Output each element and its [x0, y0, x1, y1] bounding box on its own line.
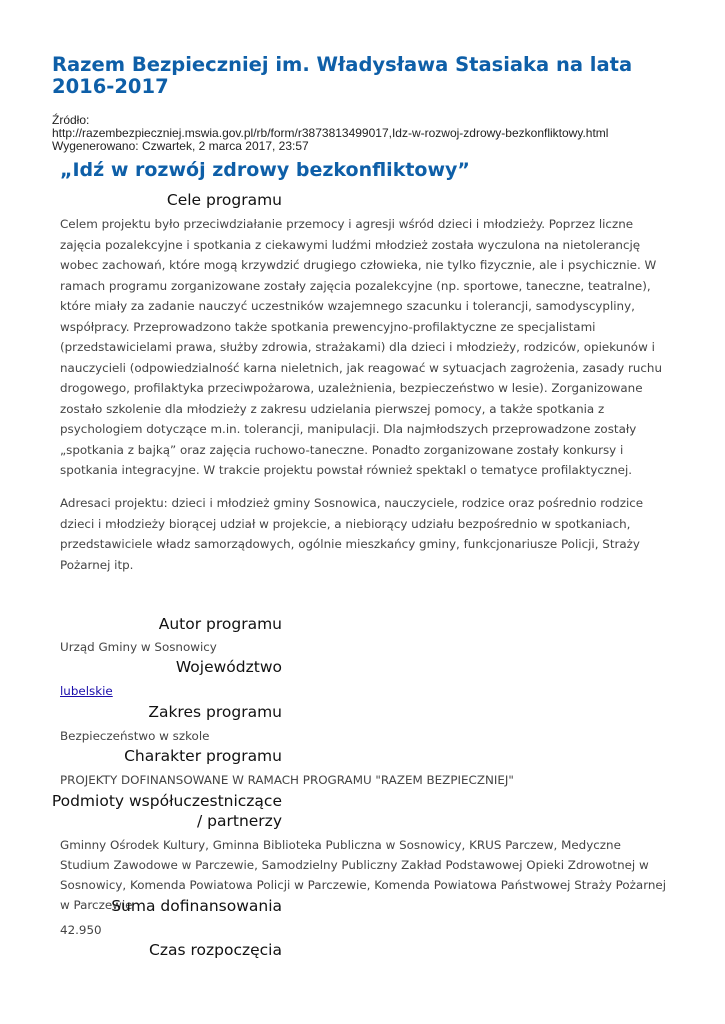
character-value: PROJEKTY DOFINANSOWANE W RAMACH PROGRAMU "RAZEM BEZPIECZNIEJ": [60, 773, 514, 787]
page-title: Razem Bezpieczniej im. Władysława Stasiaka na lata 2016-2017: [52, 53, 633, 98]
funding-value: 42.950: [60, 923, 102, 937]
source-url: http://razembezpieczniej.mswia.gov.pl/rb/form/r3873813499017,Idz-w-rozwoj-zdrowy-bezkonfliktowy.html: [52, 126, 609, 140]
goals-paragraph-1: Celem projektu było przeciwdziałanie przemocy i agresji wśród dzieci i młodzieży. Poprzez liczne zajęcia pozalekcyjne i spotkania z ciekawymi ludźmi młodzież została wyczulona na nietolerancję wobec zachowań, które mogą krzywdzić drugiego człowieka, nie tylko fizycznie, ale i psychicznie. W ramach programu zorganizowane zostały zajęcia pozalekcyjne (np. sportowe, taneczne, teatralne), które miały za zadanie nauczyć uczestników wzajemnego szacunku i tolerancji, samodyscypliny, współpracy. Przeprowadzono także spotkania prewencyjno-profilaktyczne ze specjalistami (przedstawicielami prawa, służby zdrowia, strażakami) dla dzieci i młodzieży, rodziców, opiekunów i nauczycieli (odpowiedzialność karna nieletnich, jak reagować w sytuacjach zagrożenia, zasady ruchu drogowego, profilaktyka przeciwpożarowa, uzależnienia, bezpieczeństwo w lesie). Zorganizowane zostało szkolenie dla młodzieży z zakresu udzielania pierwszej pomocy, a także spotkania z psychologiem dotyczące m.in. tolerancji, manipulacji. Dla najmłodszych przeprowadzone zostały „spotkania z bajką” oraz zajęcia ruchowo-taneczne. Ponadto zorganizowane zostały konkursy i spotkania integracyjne. W trakcie projektu powstał również spektakl o tematyce profilaktycznej.: [60, 217, 662, 477]
source-label: Źródło:: [52, 113, 90, 127]
partners-label-line-2: / partnerzy: [197, 812, 282, 830]
generated-timestamp: Wygenerowano: Czwartek, 2 marca 2017, 23:57: [52, 139, 309, 153]
partners-label-line-1: Podmioty współuczestniczące: [51, 792, 282, 810]
document-meta: [52, 114, 712, 153]
goals-paragraph-2: Adresaci projektu: dzieci i młodzież gminy Sosnowica, nauczyciele, rodzice oraz pośrednio rodzice dzieci i młodzieży biorącej udział w projekcie, a niebiorący udziału bezpośrednio w spotkaniach, przedstawiciele władz samorządowych, ogólnie mieszkańcy gminy, funkcjonariusze Policji, Straży Pożarnej itp.: [60, 496, 644, 572]
partners-value: Gminny Ośrodek Kultury, Gminna Biblioteka Publiczna w Sosnowicy, KRUS Parczew, Medyczne Studium Zawodowe w Parczewie, Samodzielny Publiczny Zakład Podstawowej Opieki Zdrowotnej w Sosnowicy, Komenda Powiatowa Policji w Parczewie, Komenda Powiatowa Państwowej Straży Pożarnej w Parczewie: [60, 838, 667, 912]
voivodeship-link[interactable]: lubelskie: [60, 684, 113, 698]
scope-value: Bezpieczeństwo w szkole: [60, 729, 210, 743]
voivodeship-value: [60, 682, 680, 700]
scope-label: Zakres programu: [148, 703, 282, 721]
voivodeship-label: Województwo: [175, 658, 282, 676]
author-label: Autor programu: [158, 615, 282, 633]
character-label: Charakter programu: [124, 747, 282, 765]
article-title: „Idź w rozwój zdrowy bezkonfliktowy”: [60, 159, 470, 181]
start-label: Czas rozpoczęcia: [149, 941, 282, 959]
author-value: Urząd Gminy w Sosnowicy: [60, 640, 217, 654]
funding-label: Suma dofinansowania: [111, 897, 282, 915]
goals-label: Cele programu: [166, 191, 282, 209]
